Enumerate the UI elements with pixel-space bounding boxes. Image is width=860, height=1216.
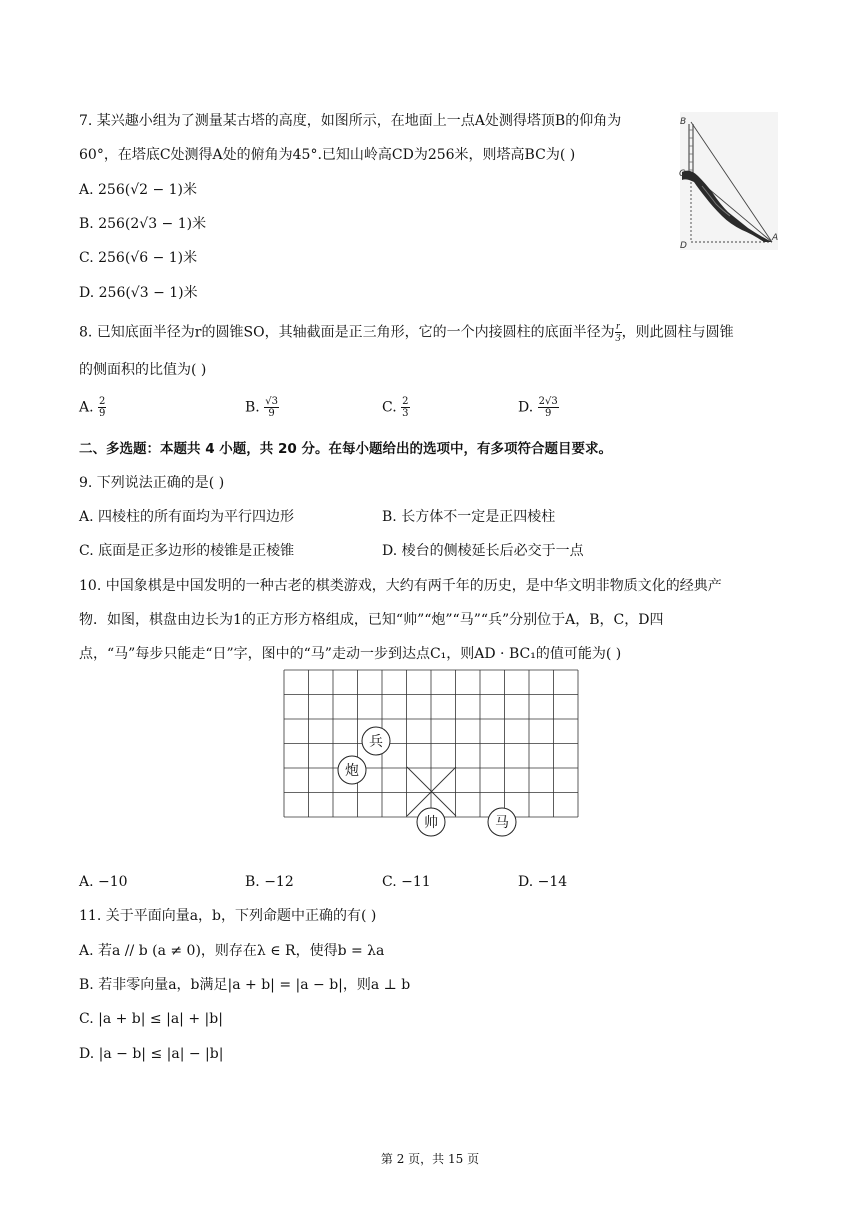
q9-option-c: C. 底面是正多边形的棱锥是正棱锥	[79, 543, 295, 559]
q9-option-d: D. 棱台的侧棱延长后必交于一点	[382, 543, 584, 559]
q11-stem: 11. 关于平面向量a，b，下列命题中正确的有( )	[79, 908, 377, 924]
q7-line1: 7. 某兴趣小组为了测量某古塔的高度，如图所示，在地面上一点A处测得塔顶B的仰角为	[79, 113, 622, 129]
q10-option-b: B. −12	[245, 874, 294, 890]
q8-option-b-den: 9	[268, 408, 275, 419]
q11-option-a: A. 若a // b (a ≠ 0)，则存在λ ∈ R，使得b = λa	[79, 943, 385, 959]
q7-line2: 60°，在塔底C处测得A处的俯角为45°.已知山岭高CD为256米，则塔高BC为( )	[79, 147, 576, 163]
q8-line2: 的侧面积的比值为( )	[79, 362, 207, 378]
q8-frac-num: r	[616, 321, 621, 332]
chessboard-figure	[280, 666, 582, 838]
piece-ma-label: 马	[495, 815, 509, 831]
q8-line1-text-a: 8. 已知底面半径为r的圆锥SO，其轴截面是正三角形，它的一个内接圆柱的底面半径为	[79, 324, 615, 341]
q8-option-c-den: 3	[402, 408, 409, 419]
q10-option-d: D. −14	[518, 874, 568, 890]
piece-ma	[488, 808, 516, 836]
q8-option-a-frac	[98, 396, 106, 419]
q8-option-d-frac	[538, 396, 559, 419]
q9-stem: 9. 下列说法正确的是( )	[79, 475, 225, 491]
q8-option-c-num: 2	[402, 396, 409, 407]
q8-frac-den: 3	[615, 333, 621, 344]
q9-option-b: B. 长方体不一定是正四棱柱	[382, 509, 556, 525]
piece-shuai-label: 帅	[424, 815, 438, 831]
board-grid	[284, 670, 578, 817]
q7-option-c: C. 256(√6 − 1)米	[79, 250, 198, 266]
page-footer: 第 2 页，共 15 页	[380, 1152, 480, 1166]
piece-pao	[338, 756, 366, 784]
piece-bing	[362, 727, 390, 755]
q8-option-a	[79, 396, 106, 419]
q11-option-c: C. |a + b| ≤ |a| + |b|	[79, 1011, 223, 1027]
q8-option-d-num: 2√3	[538, 396, 558, 407]
piece-pao-label: 炮	[345, 763, 359, 779]
q8-option-d-label: D.	[518, 399, 534, 416]
q8-option-c	[382, 396, 410, 419]
q8-line1-text-b: ，则此圆柱与圆锥	[621, 324, 734, 341]
q8-option-c-label: C.	[382, 399, 397, 416]
q8-line1	[79, 321, 734, 344]
q8-option-b	[245, 396, 279, 419]
q7-option-a: A. 256(√2 − 1)米	[79, 182, 198, 198]
q11-option-d: D. |a − b| ≤ |a| − |b|	[79, 1046, 224, 1062]
q10-option-a: A. −10	[79, 874, 128, 890]
q8-option-b-frac	[264, 396, 279, 419]
q8-option-b-num: √3	[265, 396, 278, 407]
tower-figure	[672, 108, 782, 254]
q11-option-b: B. 若非零向量a，b满足|a + b| = |a − b|，则a ⊥ b	[79, 977, 411, 993]
q8-fraction-r-over-3	[615, 321, 622, 344]
piece-shuai	[417, 808, 445, 836]
q8-option-a-den: 9	[99, 408, 106, 419]
q7-option-d: D. 256(√3 − 1)米	[79, 285, 198, 301]
q10-line3: 点，“马”每步只能走“日”字，图中的“马”走动一步到达点C₁，则AD · BC₁的值可能为( )	[79, 646, 622, 662]
label-c: C	[679, 169, 686, 179]
q8-option-d-den: 9	[545, 408, 552, 419]
label-b: B	[680, 117, 687, 127]
q10-option-c: C. −11	[382, 874, 431, 890]
q8-option-a-num: 2	[99, 396, 106, 407]
q8-option-b-label: B.	[245, 399, 260, 416]
q8-option-d	[518, 396, 559, 419]
label-a: A	[772, 233, 779, 243]
q8-option-c-frac	[401, 396, 409, 419]
section-2-heading: 二、多选题：本题共 4 小题，共 20 分。在每小题给出的选项中，有多项符合题目要求。	[79, 441, 612, 457]
q10-line2: 物．如图，棋盘由边长为1的正方形方格组成，已知“帅”“炮”“马”“兵”分别位于A，B，C，D四	[79, 612, 664, 628]
q7-option-b: B. 256(2√3 − 1)米	[79, 216, 207, 232]
q8-option-a-label: A.	[79, 399, 94, 416]
q10-line1: 10. 中国象棋是中国发明的一种古老的棋类游戏，大约有两千年的历史，是中华文明非物质文化的经典产	[79, 578, 722, 594]
label-d: D	[680, 241, 687, 251]
q9-option-a: A. 四棱柱的所有面均为平行四边形	[79, 509, 295, 525]
piece-bing-label: 兵	[369, 734, 383, 750]
